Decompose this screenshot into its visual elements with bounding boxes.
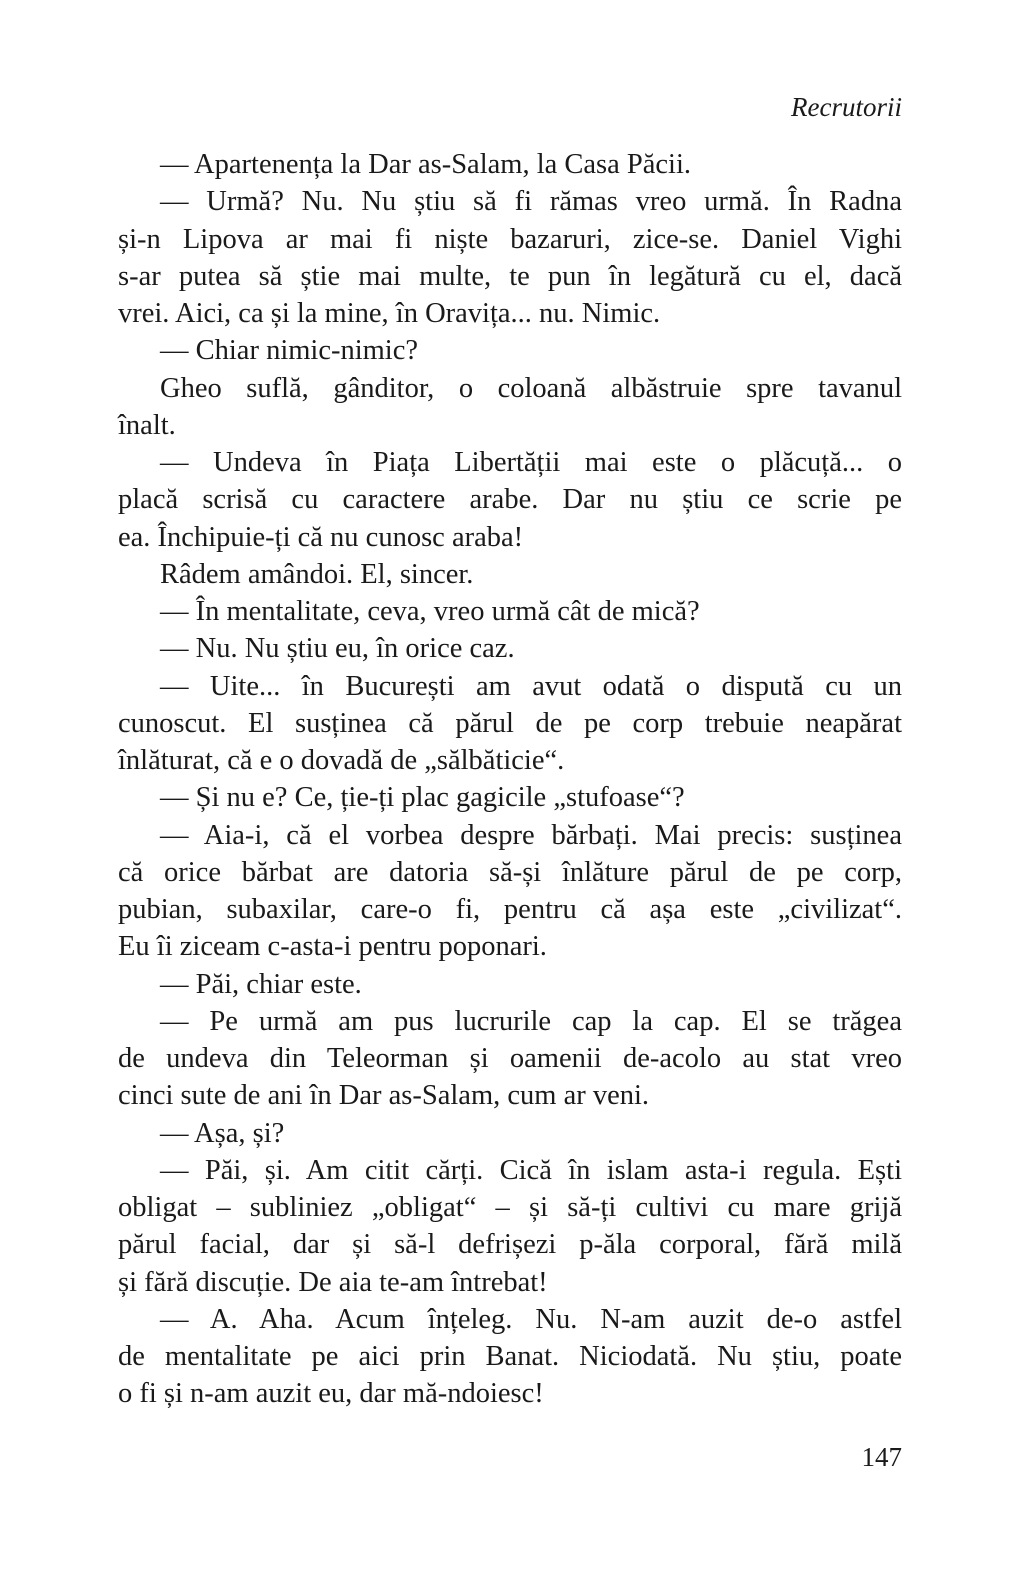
paragraph	[118, 593, 902, 630]
text-line: înalt.	[118, 409, 176, 441]
text-line: — Păi, și. Am citit cărți. Cică în islam asta-i regula. Ești	[160, 1154, 902, 1186]
paragraph	[118, 966, 902, 1003]
text-line: — Aia-i, că el vorbea despre bărbați. Mai precis: susținea	[160, 819, 902, 851]
text-line: ea. Închipuie-ți că nu cunosc araba!	[118, 521, 524, 553]
text-line: s-ar putea să știe mai multe, te pun în legătură cu el, dacă	[118, 260, 902, 292]
body-text	[118, 146, 902, 1413]
text-line: părul facial, dar și să-l defrișezi p-ăla corporal, fără milă	[118, 1229, 902, 1261]
paragraph	[118, 1152, 902, 1301]
paragraph	[118, 183, 902, 332]
paragraph	[118, 370, 902, 445]
text-line: — Păi, chiar este.	[160, 968, 362, 1000]
text-line: Gheo suflă, gânditor, o coloană albăstruie spre tavanul	[160, 372, 902, 404]
text-line: înlăturat, că e o dovadă de „sălbăticie“.	[118, 745, 565, 776]
paragraph	[118, 1301, 902, 1413]
text-line: — A. Aha. Acum înțeleg. Nu. N-am auzit de-o astfel	[160, 1303, 902, 1335]
page-number: 147	[861, 1442, 902, 1472]
text-line: vrei. Aici, ca și la mine, în Oravița... nu. Nimic.	[118, 298, 661, 329]
text-line: Eu îi ziceam c-asta-i pentru poponari.	[118, 931, 547, 963]
text-line: — Pe urmă am pus lucrurile cap la cap. El se trăgea	[160, 1005, 902, 1037]
text-line: — Nu. Nu știu eu, în orice caz.	[160, 633, 515, 665]
text-line: și fără discuție. De aia te-am întrebat!	[118, 1266, 548, 1298]
paragraph	[118, 1115, 902, 1152]
paragraph	[118, 630, 902, 667]
text-line: — Uite... în București am avut odată o dispută cu un	[160, 670, 902, 702]
paragraph	[118, 332, 902, 369]
text-line: că orice bărbat are datoria să-și înlăture părul de pe corp,	[118, 856, 902, 888]
text-line: și-n Lipova ar mai fi niște bazaruri, zice-se. Daniel Vighi	[118, 223, 902, 255]
text-line: placă scrisă cu caractere arabe. Dar nu știu ce scrie pe	[118, 484, 902, 516]
text-line: Râdem amândoi. El, sincer.	[160, 558, 474, 590]
text-line: — Apartenența la Dar as-Salam, la Casa Păcii.	[160, 149, 692, 180]
paragraph	[118, 1003, 902, 1115]
paragraph	[118, 817, 902, 966]
paragraph	[118, 444, 902, 556]
text-line: cunoscut. El susținea că părul de pe corp trebuie neapărat	[118, 707, 902, 739]
text-line: — În mentalitate, ceva, vreo urmă cât de mică?	[160, 596, 700, 627]
paragraph	[118, 668, 902, 780]
text-line: o fi și n-am auzit eu, dar mă-ndoiesc!	[118, 1378, 544, 1410]
text-line: de undeva din Teleorman și oamenii de-acolo au stat vreo	[118, 1043, 902, 1074]
text-line: cinci sute de ani în Dar as-Salam, cum ar veni.	[118, 1080, 650, 1112]
text-line: — Așa, și?	[160, 1117, 285, 1149]
paragraph	[118, 556, 902, 593]
paragraph	[118, 146, 902, 183]
text-line: — Urmă? Nu. Nu știu să fi rămas vreo urmă. În Radna	[160, 186, 902, 218]
running-header: Recrutorii	[791, 92, 902, 122]
text-line: — Chiar nimic-nimic?	[160, 335, 419, 367]
text-line: pubian, subaxilar, care-o fi, pentru că așa este „civilizat“.	[118, 894, 902, 925]
paragraph	[118, 779, 902, 816]
text-line: de mentalitate pe aici prin Banat. Niciodată. Nu știu, poate	[118, 1341, 902, 1372]
text-line: — Undeva în Piața Libertății mai este o plăcuță... o	[160, 447, 902, 478]
text-line: — Și nu e? Ce, ție-ți plac gagicile „stufoase“?	[160, 782, 685, 814]
text-line: obligat – subliniez „obligat“ – și să-ți cultivi cu mare grijă	[118, 1192, 902, 1223]
